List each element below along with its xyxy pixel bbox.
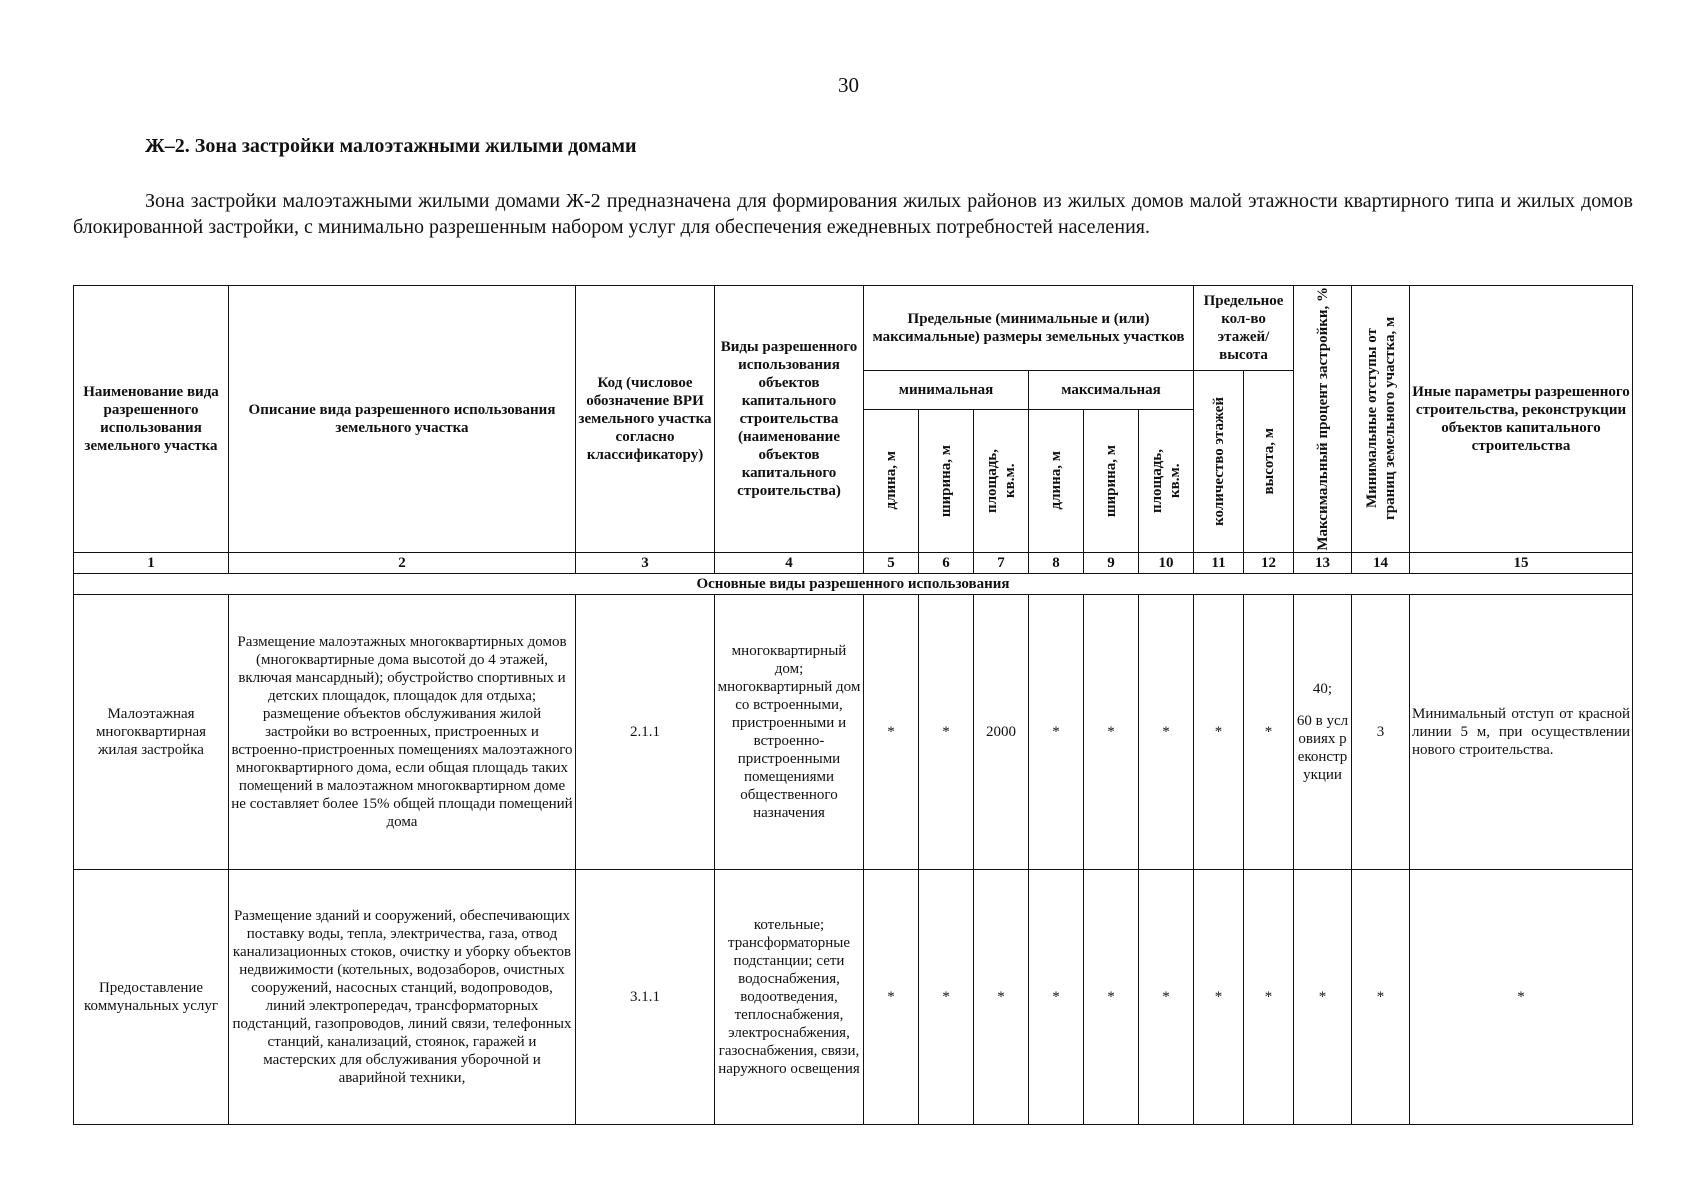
header-floors (1194, 371, 1244, 553)
row-max-width: * (1084, 869, 1139, 1124)
header-row-1 (74, 286, 1633, 371)
row-max-area: * (1139, 594, 1194, 869)
row-height: * (1244, 594, 1294, 869)
row-min-width: * (919, 869, 974, 1124)
header-floors-group: Предельное кол-во этажей/ высота (1194, 286, 1294, 371)
column-number: 13 (1294, 552, 1352, 573)
header-max-length (1029, 409, 1084, 552)
row-min-length: * (864, 594, 919, 869)
header-height-text: высота, м (1260, 428, 1277, 495)
header-objects: Виды разрешенного использования объектов капитального строительства (наименование объектов капитального строительства) (715, 286, 864, 553)
row-other: * (1410, 869, 1633, 1124)
header-min-setback-text: Минимальные отступы от границ земельного участка, м (1363, 317, 1398, 521)
row-code: 3.1.1 (576, 869, 715, 1124)
section-row (74, 573, 1633, 594)
table-row (74, 594, 1633, 869)
column-number: 4 (715, 552, 864, 573)
row-max-length: * (1029, 594, 1084, 869)
row-min-length: * (864, 869, 919, 1124)
column-number: 3 (576, 552, 715, 573)
row-max-percent (1294, 594, 1352, 869)
row-objects: котельные; трансформаторные подстанции; сети водоснабжения, водоотведения, теплоснабжения, электроснабжения, газоснабжения, связи, наружного освещения (715, 869, 864, 1124)
header-name: Наименование вида разрешенного использования земельного участка (74, 286, 229, 553)
table-row (74, 869, 1633, 1124)
header-max-length-text: длина, м (1048, 451, 1064, 510)
row-max-length: * (1029, 869, 1084, 1124)
header-code: Код (числовое обозначение ВРИ земельного участка согласно классификатору) (576, 286, 715, 553)
header-minimal: минимальная (864, 371, 1029, 410)
row-setback: 3 (1352, 594, 1410, 869)
column-number: 5 (864, 552, 919, 573)
section-title: Основные виды разрешенного использования (74, 573, 1633, 594)
column-number: 1 (74, 552, 229, 573)
header-limits: Предельные (минимальные и (или) максимальные) размеры земельных участков (864, 286, 1194, 371)
header-min-width-text: ширина, м (938, 444, 954, 517)
column-number: 11 (1194, 552, 1244, 573)
header-max-percent-text: Максимальный процент застройки, % (1314, 287, 1331, 551)
column-number: 9 (1084, 552, 1139, 573)
column-numbers-row (74, 552, 1633, 573)
row-max-width: * (1084, 594, 1139, 869)
header-other: Иные параметры разрешенного строительства, реконструкции объектов капитального строительства (1410, 286, 1633, 553)
header-min-length (864, 409, 919, 552)
row-max-percent-a: 40; (1312, 680, 1333, 697)
header-floors-text: количество этажей (1210, 396, 1227, 526)
header-min-width (919, 409, 974, 552)
column-number: 6 (919, 552, 974, 573)
zone-title: Ж–2. Зона застройки малоэтажными жилыми домами (145, 135, 637, 157)
land-use-table (73, 285, 1633, 1125)
page-number: 30 (838, 73, 859, 97)
column-number: 7 (974, 552, 1029, 573)
column-number: 12 (1244, 552, 1294, 573)
header-max-area (1139, 409, 1194, 552)
row-setback: * (1352, 869, 1410, 1124)
column-number: 15 (1410, 552, 1633, 573)
column-number: 8 (1029, 552, 1084, 573)
header-description: Описание вида разрешенного использования земельного участка (229, 286, 576, 553)
header-min-setback (1352, 286, 1410, 553)
header-min-area-text: площадь, кв.м. (984, 448, 1018, 513)
header-min-length-text: длина, м (883, 451, 899, 510)
row-description: Размещение зданий и сооружений, обеспечивающих поставку воды, тепла, электричества, газа, отвод канализационных стоков, очистку и уборку объектов недвижимости (котельных, водозаборов, очистных сооружений, насосных станций, водопроводов, линий электропередач, трансформаторных подстанций, газопроводов, линий связи, телефонных станций, канализаций, стоянок, гаражей и мастерских для обслуживания уборочной и аварийной техники, (229, 869, 576, 1124)
row-height: * (1244, 869, 1294, 1124)
zone-description: Зона застройки малоэтажными жилыми домами Ж-2 предназначена для формирования жилых районов из жилых домов малой этажности квартирного типа и жилых домов блокированной застройки, с минимально разрешенным набором услуг для обеспечения ежедневных потребностей населения. (73, 190, 1633, 238)
row-floors: * (1194, 869, 1244, 1124)
row-objects: многоквартирный дом; многоквартирный дом со встроенными, пристроенными и встроенно-пристроенными помещениями общественного назначения (715, 594, 864, 869)
header-max-width (1084, 409, 1139, 552)
column-number: 14 (1352, 552, 1410, 573)
row-min-width: * (919, 594, 974, 869)
header-maximal: максимальная (1029, 371, 1194, 410)
row-floors: * (1194, 594, 1244, 869)
header-height (1244, 371, 1294, 553)
row-min-area: 2000 (974, 594, 1029, 869)
header-max-width-text: ширина, м (1103, 444, 1119, 517)
row-code: 2.1.1 (576, 594, 715, 869)
row-name: Предоставление коммунальных услуг (74, 869, 229, 1124)
row-min-area: * (974, 869, 1029, 1124)
row-max-percent: * (1294, 869, 1352, 1124)
row-name: Малоэтажная многоквартирная жилая застройка (74, 594, 229, 869)
row-max-area: * (1139, 869, 1194, 1124)
row-other: Минимальный отступ от красной линии 5 м, при осуществлении нового строительства. (1410, 594, 1633, 869)
column-number: 10 (1139, 552, 1194, 573)
row-max-percent-b: 60 в условиях реконструкции (1296, 712, 1349, 783)
column-number: 2 (229, 552, 576, 573)
header-min-area (974, 409, 1029, 552)
header-max-percent (1294, 286, 1352, 553)
row-description: Размещение малоэтажных многоквартирных домов (многоквартирные дома высотой до 4 этажей, включая мансардный); обустройство спортивных и детских площадок, площадок для отдыха; размещение объектов обслуживания жилой застройки во встроенных, пристроенных и встроенно-пристроенных помещениях малоэтажного многоквартирного дома, если общая площадь таких помещений в малоэтажном многоквартирном доме не составляет более 15% общей площади помещений дома (229, 594, 576, 869)
header-max-area-text: площадь, кв.м. (1149, 448, 1183, 513)
